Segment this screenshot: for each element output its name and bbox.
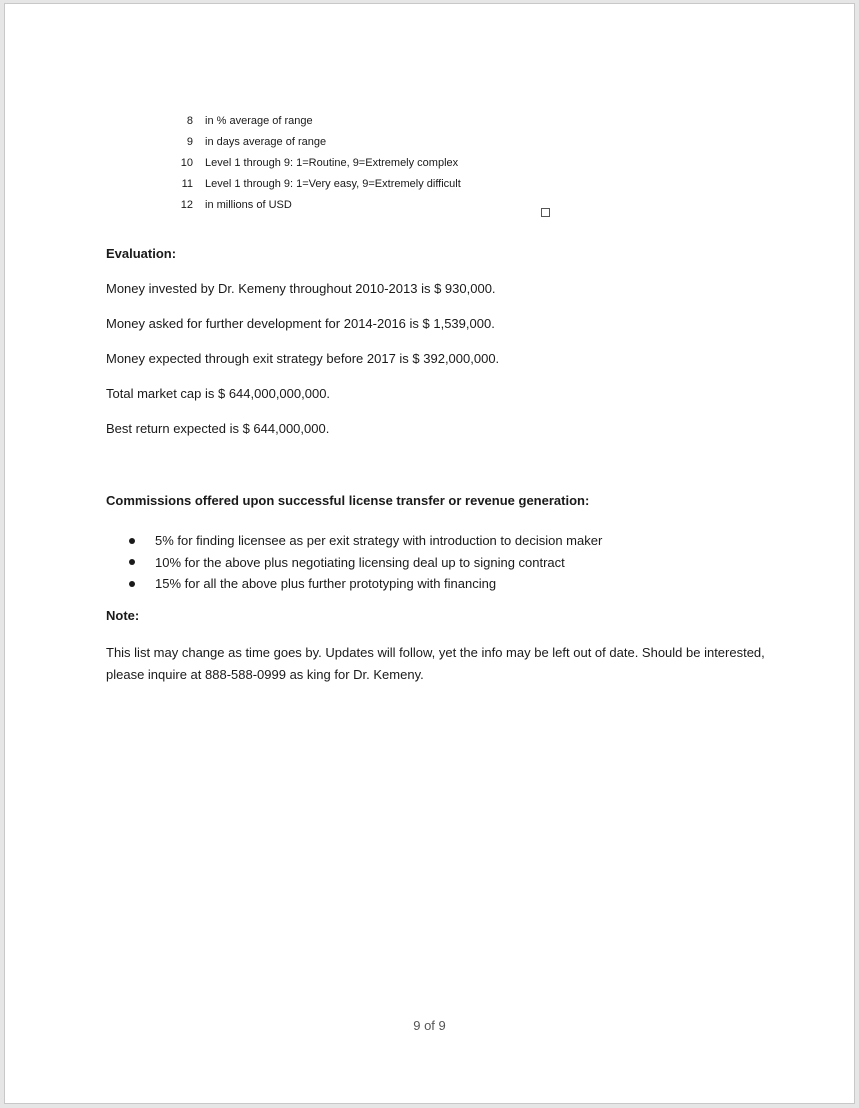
note-heading: Note: [106,608,140,623]
footnote-number: 10 [180,156,193,169]
evaluation-heading: Evaluation: [106,246,177,261]
page-number: 9 of 9 [413,1018,446,1033]
footnote-number: 9 [186,136,193,149]
commissions-heading: Commissions offered upon successful license transfer or revenue generation: [106,493,590,508]
evaluation-invested-line: Money invested by Dr. Kemeny throughout 2010-2013 is $ 930,000. [106,281,496,296]
evaluation-asked-line: Money asked for further development for 2014-2016 is $ 1,539,000. [106,316,495,331]
evaluation-market-cap-line: Total market cap is $ 644,000,000,000. [106,386,331,401]
object-anchor-box[interactable] [541,208,550,217]
list-item-text: 10% for the above plus negotiating licensing deal up to signing contract [155,554,565,570]
evaluation-exit-line: Money expected through exit strategy before 2017 is $ 392,000,000. [106,351,500,366]
footnote-number: 8 [186,115,193,128]
list-item [129,573,602,595]
footnote-item [171,194,461,215]
list-item [129,530,602,552]
footnote-number: 11 [181,177,193,190]
footnote-item [171,111,461,132]
footnote-number: 12 [180,198,193,211]
bullet-icon [129,538,135,544]
list-item-text: 5% for finding licensee as per exit strategy with introduction to decision maker [155,533,603,549]
footnote-text: in days average of range [205,136,327,149]
footnote-item [171,153,461,174]
footnote-text: in millions of USD [205,198,292,211]
list-item-text: 15% for all the above plus further prototyping with financing [155,576,497,592]
document-page [4,3,855,1104]
evaluation-best-return-line: Best return expected is $ 644,000,000. [106,421,330,436]
footnote-item [171,173,461,194]
note-paragraph: This list may change as time goes by. Updates will follow, yet the info may be left out of date. Should be interested, please inquire at 888-588-0999 as king for Dr. Kemeny. [106,645,765,682]
footnote-text: in % average of range [205,115,313,128]
bullet-icon [129,559,135,565]
footnote-list [171,111,461,215]
footnote-text: Level 1 through 9: 1=Routine, 9=Extremely complex [205,156,459,169]
commissions-list [129,530,602,595]
bullet-icon [129,581,135,587]
footnote-item [171,132,461,153]
list-item [129,552,602,574]
footnote-text: Level 1 through 9: 1=Very easy, 9=Extremely difficult [205,177,461,190]
